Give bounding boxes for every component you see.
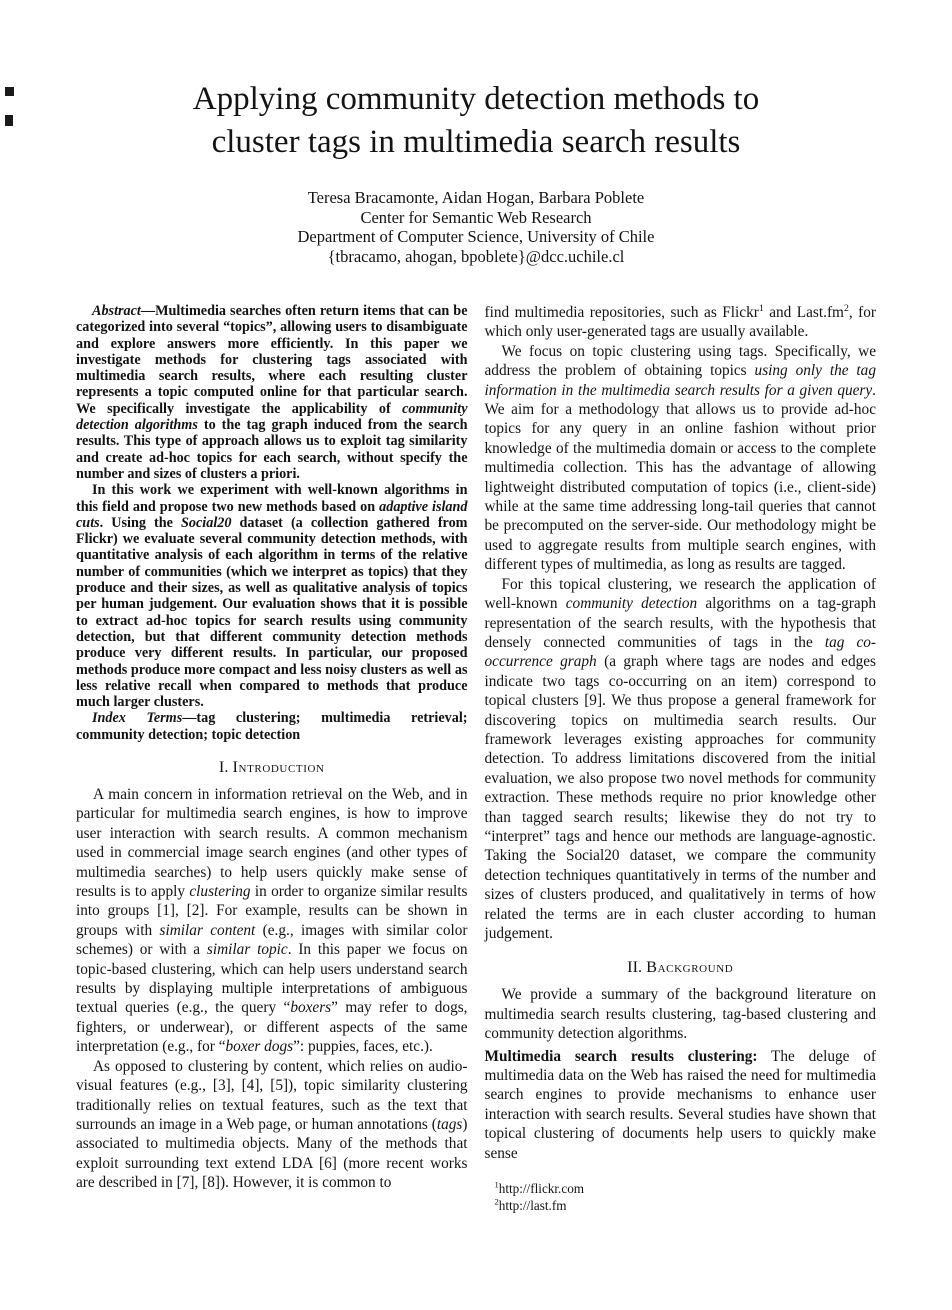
section-number: I. <box>218 757 229 777</box>
paper-page <box>0 78 952 1310</box>
footnotes-block <box>485 1181 877 1214</box>
section-number: II. <box>627 957 643 977</box>
author-block <box>0 188 952 266</box>
paper-title-line-1: Applying community detection methods to <box>192 81 760 117</box>
paper-title <box>0 78 952 164</box>
intro-paragraph-3: We focus on topic clustering using tags. Specifically, we address the problem of obtaining topics using only the tag information in the multimedia search results for a given query. We aim for a methodology that allows us to provide ad-hoc topics for any query in an online fashion without prior knowledge of the multimedia domain or access to the complete multimedia collection. This has the advantage of allowing lightweight distributed computation of topics (i.e., client-side) while at the same time addressing long-tail queries that cannot be precomputed on the server-side. Our methodology might be used to aggregate results from multiple search engines, with different types of multimedia, as long as results are tagged. <box>484 342 876 574</box>
scan-artifact-top <box>5 87 14 96</box>
background-paragraph-2: Multimedia search results clustering: The deluge of multimedia data on the Web has raised the need for multimedia search engines to provide mechanisms to enhance user interaction with search results. Several studies have shown that topical clustering of documents help users to quickly make sense <box>484 1047 876 1162</box>
section-title: Background <box>646 957 734 977</box>
affiliation-center: Center for Semantic Web Research <box>360 207 592 227</box>
abstract-paragraph-1: Abstract—Multimedia searches often return items that can be categorized into several “topics”, allowing users to disambiguate and explore answers more efficiently. In this paper we investigate methods for clustering tags associated with multimedia search results, where each resulting cluster represents a topic computed online for that particular search. We specifically investigate the applicability of community detection algorithms to the tag graph induced from the search results. This type of approach allows us to exploit tag similarity and create ad-hoc topics for each search, without specify the number and sizes of clusters a priori. <box>76 303 468 482</box>
left-column <box>76 303 468 1214</box>
right-column <box>485 303 877 1214</box>
footnote-url: http://last.fm <box>498 1197 567 1213</box>
footnote-url: http://flickr.com <box>498 1181 585 1197</box>
section-heading-introduction <box>76 757 468 776</box>
affiliation-department: Department of Computer Science, University of Chile <box>297 227 655 246</box>
footnote <box>485 1181 877 1198</box>
background-paragraph-1: We provide a summary of the background literature on multimedia search results clustering, tag-based clustering and community detection algorithms. <box>484 986 876 1043</box>
footnote <box>485 1198 877 1215</box>
index-terms: Index Terms—tag clustering; multimedia retrieval; community detection; topic detection <box>76 710 468 743</box>
paper-title-line-2: cluster tags in multimedia search results <box>211 124 741 160</box>
author-emails: {tbracamo, ahogan, bpoblete}@dcc.uchile.cl <box>327 246 625 266</box>
footnote-marker: 1 <box>494 1179 499 1190</box>
two-column-body <box>0 303 952 1214</box>
abstract-paragraph-2: In this work we experiment with well-known algorithms in this field and propose two new methods based on adaptive island cuts. Using the Social20 dataset (a collection gathered from Flickr) we evaluate several community detection methods, with quantitative analysis of each algorithm in terms of the relative number of communities (which we interpret as topics) that they produce and their sizes, as well as qualitative analysis of topics per human judgement. Our evaluation shows that it is possible to extract ad-hoc topics for search results using community detection, but that different community detection methods produce very different results. In particular, our proposed methods produce more compact and less noisy clusters as well as less relative recall when compared to methods that produce much larger clusters. <box>76 482 468 711</box>
section-heading-background <box>485 957 877 976</box>
authors-line: Teresa Bracamonte, Aidan Hogan, Barbara Poblete <box>307 188 645 207</box>
intro-paragraph-4: For this topical clustering, we research the application of well-known community detection algorithms on a tag-graph representation of the search results, with the hypothesis that densely connected communities of tags in the tag co-occurrence graph (a graph where tags are nodes and edges indicate two tags co-occurring on an item) correspond to topical clusters [9]. We thus propose a general framework for discovering topics on multimedia search results. Our framework leverages existing approaches for community detection. To address limitations discovered from the initial evaluation, we also propose two novel methods for community extraction. These methods require no prior knowledge other than tagged search results; likewise they do not try to “interpret” tags and hence our methods are language-agnostic. Taking the Social20 dataset, we compare the community detection techniques quantitatively in terms of the number and sizes of clusters produced, and qualitatively in terms of how related the terms are in each cluster according to human judgement. <box>484 575 877 942</box>
intro-paragraph-2: As opposed to clustering by content, which relies on audio-visual features (e.g., [3], [4], [5]), topic similarity clustering traditionally relies on textual features, such as the text that surrounds an image in a Web page, or human annotations (tags) associated to multimedia objects. Many of the methods that exploit surrounding text extend LDA [6] (more recent works are described in [7], [8]). However, it is common to <box>76 1057 468 1192</box>
intro-continuation-paragraph: find multimedia repositories, such as Flickr$^1$ and $Last.fm^2$, for which only user-generated tags are usually available. <box>484 302 876 341</box>
section-title: Introduction <box>232 757 325 777</box>
intro-paragraph-1: A main concern in information retrieval on the Web, and in particular for multimedia search engines, is how to improve user interaction with search results. A common mechanism used in commercial image search engines (and other types of multimedia searches) to help users quickly make sense of results is to apply clustering in order to organize similar results into groups [1], [2]. For example, results can be shown in groups with similar content (e.g., images with similar color schemes) or with a similar topic. In this paper we focus on topic-based clustering, which can help users understand search results by displaying multiple interpretations of ambiguous textual queries (e.g., the query “boxers” may refer to dogs, fighters, or underwear), or different aspects of the same interpretation (e.g., for “boxer dogs”: puppies, faces, etc.). <box>76 786 468 1056</box>
footnote-marker: 2 <box>494 1196 499 1207</box>
scan-artifact-bottom <box>5 115 13 126</box>
